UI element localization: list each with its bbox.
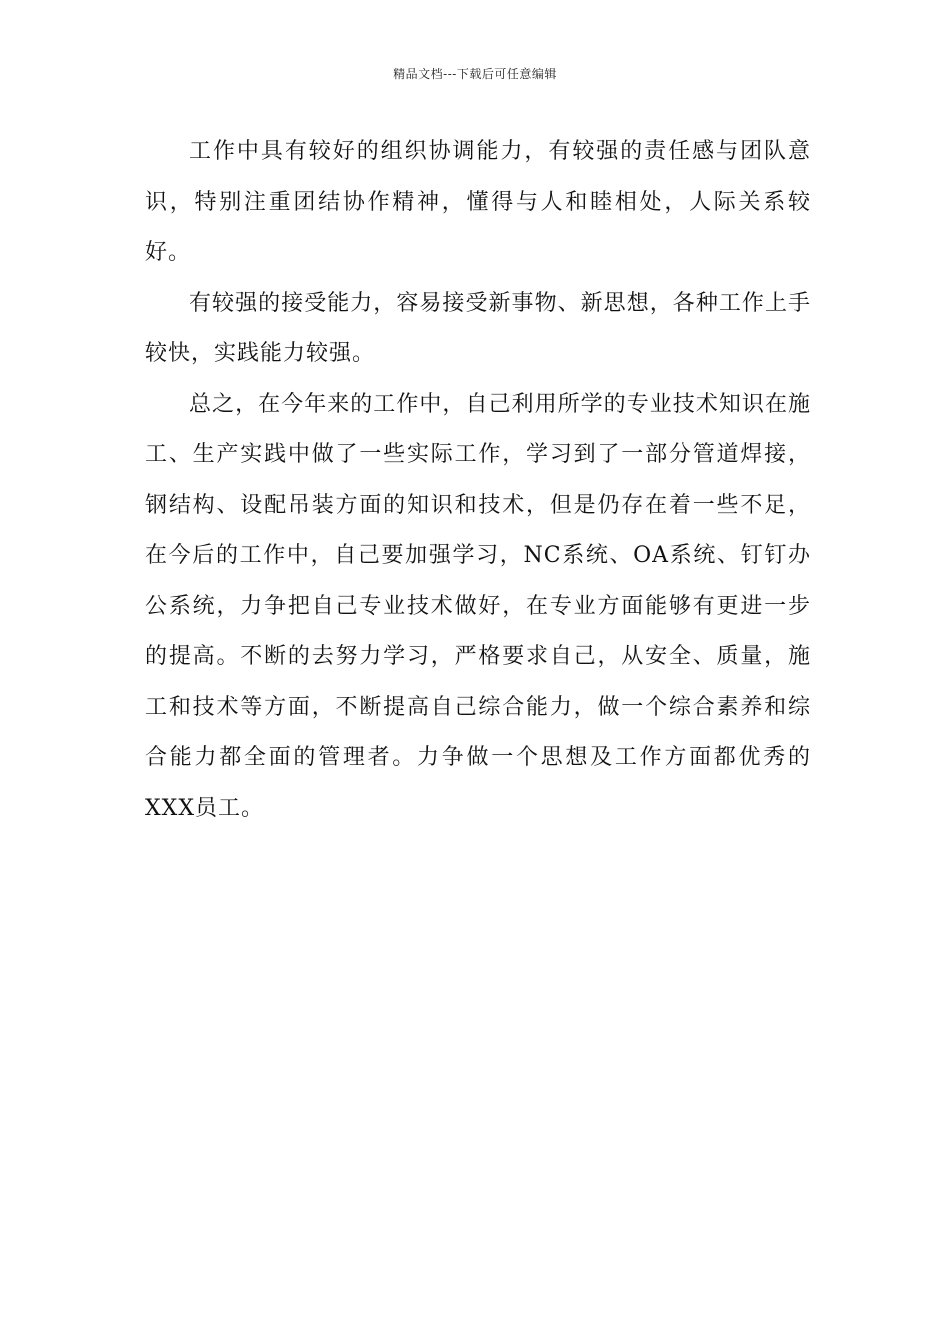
paragraph-learning-ability: 有较强的接受能力，容易接受新事物、新思想，各种工作上手较快，实践能力较强。 <box>145 290 811 366</box>
paragraph-summary: 总之，在今年来的工作中，自己利用所学的专业技术知识在施工、生产实践中做了一些实际工作，学习到了一部分管道焊接，钢结构、设配吊装方面的知识和技术，但是仍存在着一些不足，在今后的工作中，自己要加强学习，NC系统、OA系统、钉钉办公系统，力争把自己专业技术做好，在专业方面能够有更进一步的提高。不断的去努力学习，严格要求自己，从安全、质量，施工和技术等方面，不断提高自己综合能力，做一个综合素养和综合能力都全面的管理者。力争做一个思想及工作方面都优秀的XXX员工。 <box>145 391 811 821</box>
paragraph-teamwork: 工作中具有较好的组织协调能力，有较强的责任感与团队意识，特别注重团结协作精神，懂得与人和睦相处，人际关系较好。 <box>145 139 811 265</box>
document-body <box>145 127 811 834</box>
header-note: 精品文档---下载后可任意编辑 <box>393 67 557 81</box>
